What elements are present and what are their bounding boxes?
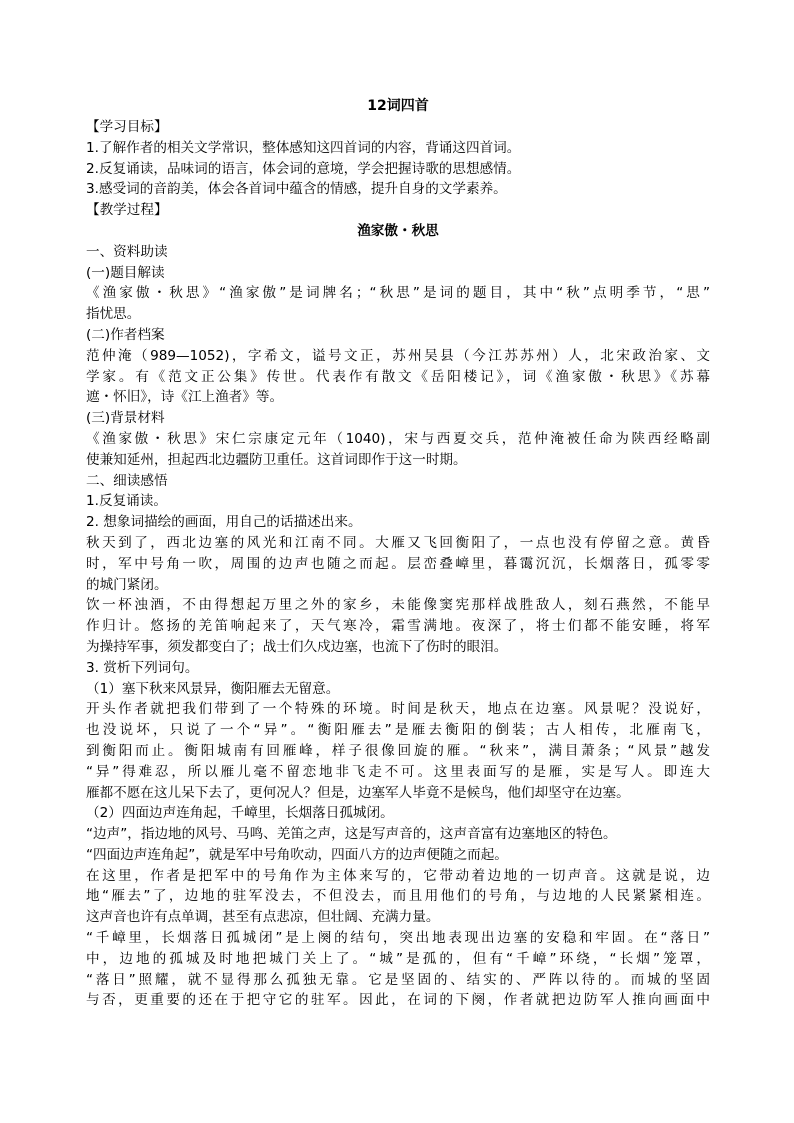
subsection-heading: (二)作者档案 [86,326,165,343]
paragraph-line: 开头作者就把我们带到了一个特殊的环境。时间是秋天，地点在边塞。风景呢？没说好， [86,701,710,718]
paragraph-line: “千嶂里，长烟落日孤城闭”是上阕的结句，突出地表现出边塞的安稳和牢固。在“落日” [86,930,710,947]
paragraph-line: 中，边地的孤城及时地把城门关上了。“城”是孤的，但有“千嶂”环绕，“长烟”笼罩， [86,950,710,967]
poem-title: 渔家傲・秋思 [357,222,439,239]
subsection-heading: (三)背景材料 [86,410,165,427]
paragraph-line: 《渔家傲・秋思》宋仁宗康定元年（1040)，宋与西夏交兵，范仲淹被任命为陕西经略副 [86,430,710,447]
paragraph-line: 使兼知延州，担起西北边疆防卫重任。这首词即作于这一时期。 [86,451,467,468]
section-heading: 一、资料助读 [86,243,168,260]
section-heading: 二、细读感悟 [86,472,168,489]
quoted-verse: （1）塞下秋来风景异，衡阳雁去无留意。 [86,680,340,697]
paragraph-line: 地“雁去”了，边地的驻军没去，不但没去，而且用他们的号角，与边地的人民紧紧相连。 [86,888,710,905]
objective-item: 3.感受词的音韵美，体会各首词中蕴含的情感，提升自身的文学素养。 [86,181,507,198]
list-item: 3. 赏析下列词句。 [86,659,199,676]
paragraph-line: “四面边声连角起”，就是军中号角吹动，四面八方的边声便随之而起。 [86,846,508,863]
paragraph-line: 雁都不愿在这儿呆下去了，更何况人？但是，边塞军人毕竟不是候鸟，他们却坚守在边塞。 [86,784,630,801]
paragraph-line: “异”得难忍，所以雁儿毫不留恋地非飞走不可。这里表面写的是雁，实是写人。即连大 [86,763,710,780]
paragraph-line: 秋天到了，西北边塞的风光和江南不同。大雁又飞回衡阳了，一点也没有停留之意。黄昏 [86,534,710,551]
paragraph-line: 指忧思。 [86,306,141,323]
list-item: 1.反复诵读。 [86,493,167,510]
paragraph-line: 时，军中号角一吹，周围的边声也随之而起。层峦叠嶂里，暮霭沉沉，长烟落日，孤零零 [86,555,710,572]
paragraph-line: 作归计。悠扬的羌笛响起来了，天气寒冷，霜雪满地。夜深了，将士们都不能安睡，将军 [86,618,710,635]
paragraph-line: 为操持军事，须发都变白了；战士们久戍边塞，也流下了伤时的眼泪。 [86,638,508,655]
section-heading-objectives: 【学习目标】 [86,119,168,135]
objective-item: 1.了解作者的相关文学常识，整体感知这四首词的内容，背诵这四首词。 [86,139,521,156]
paragraph-line: 这声音也许有点单调，甚至有点悲凉，但壮阔、充满力量。 [86,909,440,926]
paragraph-line: 《渔家傲・秋思》“渔家傲”是词牌名；“秋思”是词的题目，其中“秋”点明季节，“思” [86,285,710,302]
document-page [86,95,710,1011]
list-item: 2. 想象词描绘的画面，用自己的话描述出来。 [86,514,362,531]
paragraph-line: 在这里，作者是把军中的号角作为主体来写的，它带动着边地的一切声音。这就是说，边 [86,867,710,884]
paragraph-line: 学家。有《范文正公集》传世。代表作有散文《岳阳楼记》，词《渔家傲・秋思》《苏幕 [86,368,710,385]
paragraph-line: 与否，更重要的还在于把守它的驻军。因此，在词的下阕，作者就把边防军人推向画面中 [86,992,710,1009]
paragraph-line: “边声”，指边地的风号、马鸣、羌笛之声，这是写声音的，这声音富有边塞地区的特色。 [86,826,617,843]
quoted-verse: （2）四面边声连角起，千嶂里，长烟落日孤城闭。 [86,805,394,822]
page-title: 12词四首 [367,98,429,114]
paragraph-line: 饮一杯浊酒，不由得想起万里之外的家乡，未能像窦宪那样战胜敌人，刻石燕然，不能早 [86,597,710,614]
subsection-heading: (一)题目解读 [86,264,165,281]
paragraph-line: 范仲淹（989—1052)，字希文，谥号文正，苏州吴县（今江苏苏州）人，北宋政治家、文 [86,347,710,364]
paragraph-line: 也没说坏，只说了一个“异”。“衡阳雁去”是雁去衡阳的倒装；古人相传，北雁南飞， [86,722,710,739]
paragraph-line: 到衡阳而止。衡阳城南有回雁峰，样子很像回旋的雁。“秋来”，满目萧条；“风景”越发 [86,742,710,759]
section-heading-process: 【教学过程】 [86,202,168,219]
paragraph-line: 遮・怀旧》，诗《江上渔者》等。 [86,389,284,406]
objective-item: 2.反复诵读，品味词的语言，体会词的意境，学会把握诗歌的思想感情。 [86,160,521,177]
paragraph-line: 的城门紧闭。 [86,576,168,593]
paragraph-line: “落日”照耀，就不显得那么孤独无靠。它是坚固的、结实的、严阵以待的。而城的坚固 [86,971,710,988]
